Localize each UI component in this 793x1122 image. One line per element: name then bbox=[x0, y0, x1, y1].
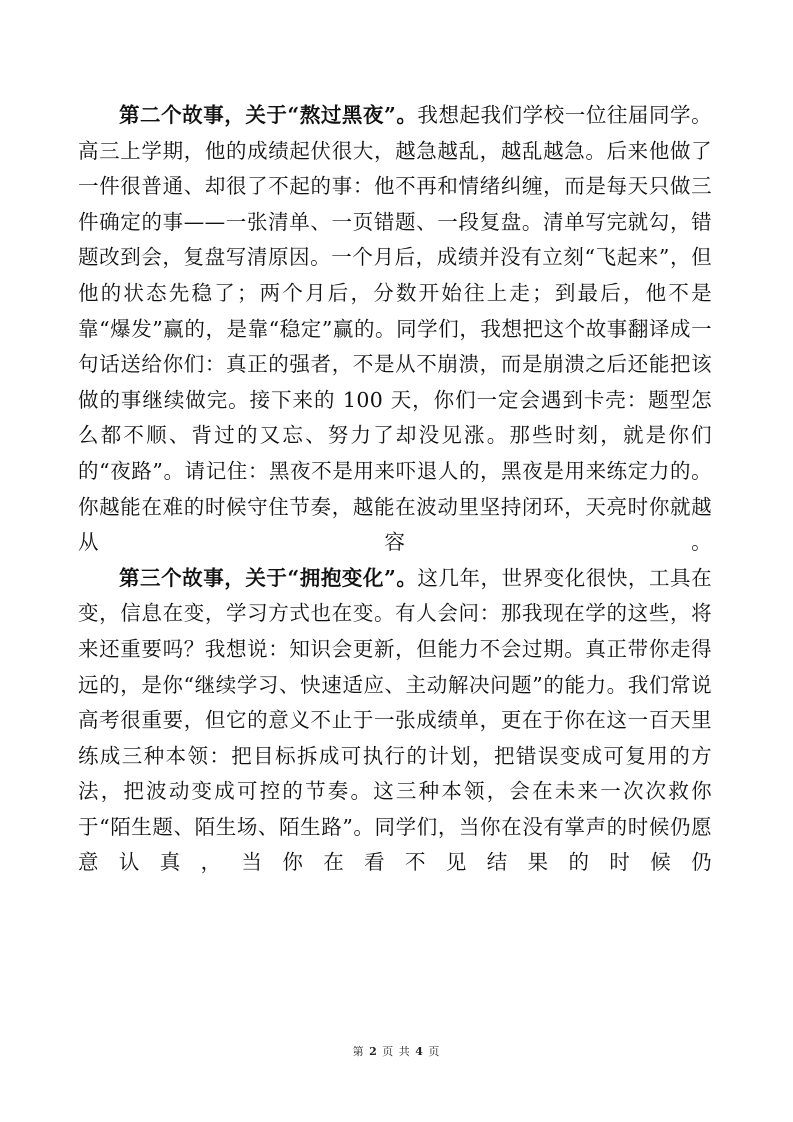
paragraph-body: 我想起我们学校一位往届同学。高三上学期，他的成绩起伏很大，越急越乱，越乱越急。后来他做了一件很普通、却很了不起的事：他不再和情绪纠缠，而是每天只做三件确定的事——一张清单、一页错题、一段复盘。清单写完就勾，错题改到会，复盘写清原因。一个月后，成绩并没有立刻“飞起来”，但他的状态先稳了；两个月后，分数开始往上走；到最后，他不是靠“爆发”赢的，是靠“稳定”赢的。同学们，我想把这个故事翻译成一句话送给你们：真正的强者，不是从不崩溃，而是崩溃之后还能把该做的事继续做完。接下来的 100 天，你们一定会遇到卡壳：题型怎么都不顺、背过的又忘、努力了却没见涨。那些时刻，就是你们的“夜路”。请记住：黑夜不是用来吓退人的，黑夜是用来练定力的。你越能在难的时候守住节奏，越能在波动里坚持闭环，天亮时你就越从容。 bbox=[78, 103, 712, 555]
paragraph-story-two bbox=[78, 98, 712, 561]
total-page-count: 4 bbox=[415, 1045, 424, 1058]
paragraph-body: 这几年，世界变化很快，工具在变，信息在变，学习方式也在变。有人会问：那我现在学的这些，将来还重要吗？我想说：知识会更新，但能力不会过期。真正带你走得远的，是你“继续学习、快速适应、主动解决问题”的能力。我们常说高考很重要，但它的意义不止于一张成绩单，更在于你在这一百天里练成三种本领：把目标拆成可执行的计划，把错误变成可复用的方法，把波动变成可控的节奏。这三种本领，会在未来一次次救你于“陌生题、陌生场、陌生路”。同学们，当你在没有掌声的时候仍愿意认真，当你在看不见结果的时候仍 bbox=[78, 565, 712, 875]
body-text bbox=[78, 98, 712, 881]
paragraph-heading: 第三个故事，关于“拥抱变化”。 bbox=[119, 565, 418, 590]
page-footer bbox=[0, 1043, 793, 1059]
current-page-number: 2 bbox=[369, 1045, 378, 1058]
footer-prefix: 第 bbox=[352, 1045, 365, 1058]
paragraph-heading: 第二个故事，关于“熬过黑夜”。 bbox=[119, 103, 418, 127]
paragraph-story-three bbox=[78, 561, 712, 881]
footer-middle: 页 共 bbox=[382, 1045, 411, 1058]
footer-suffix: 页 bbox=[428, 1045, 441, 1058]
